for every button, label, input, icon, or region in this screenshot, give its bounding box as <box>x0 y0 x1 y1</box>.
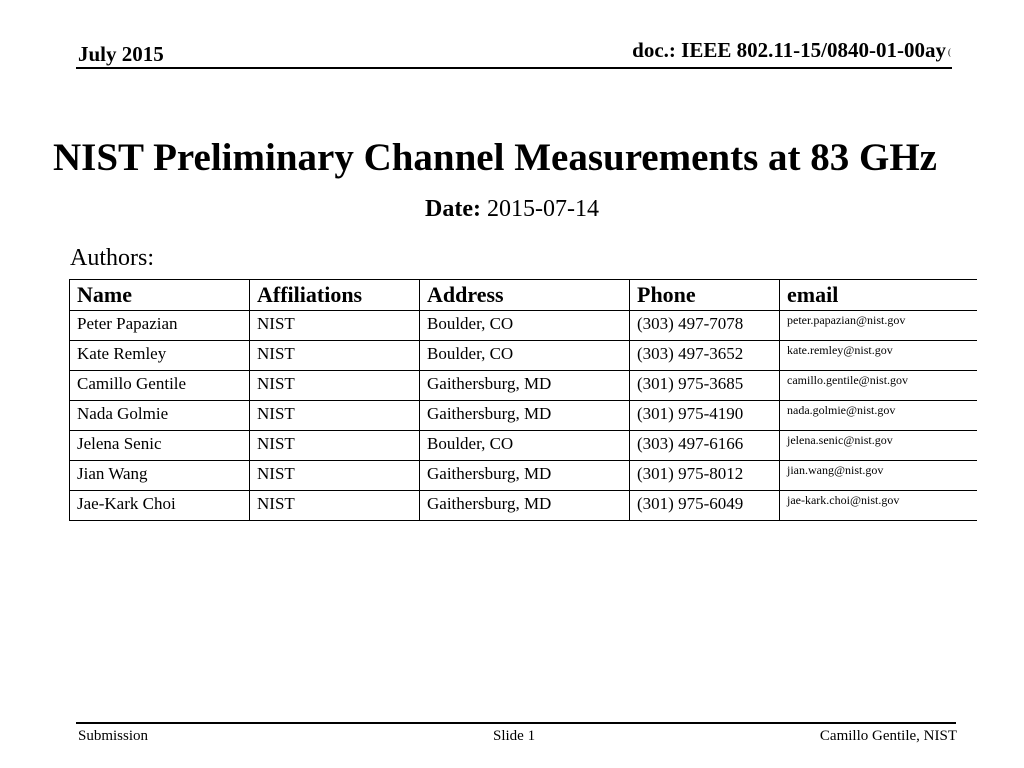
table-row <box>70 371 977 401</box>
cell-name: Jian Wang <box>70 461 250 491</box>
column-header-email: email <box>780 280 977 311</box>
doc-id-suffix: ( <box>948 47 951 58</box>
date-value: 2015-07-14 <box>486 196 599 222</box>
cell-email: jian.wang@nist.gov <box>780 461 977 491</box>
cell-address: Gaithersburg, MD <box>420 401 630 431</box>
cell-affiliation: NIST <box>250 431 420 461</box>
header-divider <box>76 67 952 69</box>
column-header-affiliations: Affiliations <box>250 280 420 311</box>
table-row <box>70 461 977 491</box>
cell-name: Jelena Senic <box>70 431 250 461</box>
cell-phone: (301) 975-3685 <box>630 371 780 401</box>
cell-phone: (301) 975-6049 <box>630 491 780 521</box>
cell-affiliation: NIST <box>250 371 420 401</box>
cell-address: Boulder, CO <box>420 341 630 371</box>
footer-submission: Submission <box>78 728 149 744</box>
table-row <box>70 311 977 341</box>
table-row <box>70 341 977 371</box>
table-row <box>70 401 977 431</box>
slide-title: NIST Preliminary Channel Measurements at 83 GHz <box>53 136 937 179</box>
date-line <box>0 196 1024 223</box>
column-header-address: Address <box>420 280 630 311</box>
cell-email: kate.remley@nist.gov <box>780 341 977 371</box>
cell-email: nada.golmie@nist.gov <box>780 401 977 431</box>
cell-phone: (301) 975-4190 <box>630 401 780 431</box>
cell-address: Gaithersburg, MD <box>420 491 630 521</box>
table-row <box>70 431 977 461</box>
cell-name: Peter Papazian <box>70 311 250 341</box>
cell-phone: (303) 497-3652 <box>630 341 780 371</box>
footer-author: Camillo Gentile, NIST <box>819 728 957 744</box>
cell-address: Boulder, CO <box>420 311 630 341</box>
cell-affiliation: NIST <box>250 311 420 341</box>
table-row <box>70 491 977 521</box>
cell-phone: (301) 975-8012 <box>630 461 780 491</box>
cell-name: Camillo Gentile <box>70 371 250 401</box>
column-header-name: Name <box>70 280 250 311</box>
cell-affiliation: NIST <box>250 341 420 371</box>
cell-address: Gaithersburg, MD <box>420 461 630 491</box>
footer-slide-number: Slide 1 <box>493 728 536 744</box>
cell-address: Boulder, CO <box>420 431 630 461</box>
column-header-phone: Phone <box>630 280 780 311</box>
doc-id-text: doc.: IEEE 802.11-15/0840-01-00ay <box>632 38 946 62</box>
cell-email: jae-kark.choi@nist.gov <box>780 491 977 521</box>
cell-name: Nada Golmie <box>70 401 250 431</box>
date-label: Date: <box>425 196 481 222</box>
cell-address: Gaithersburg, MD <box>420 371 630 401</box>
header-doc-id <box>632 38 951 63</box>
cell-name: Jae-Kark Choi <box>70 491 250 521</box>
cell-email: camillo.gentile@nist.gov <box>780 371 977 401</box>
table-header-row <box>70 280 977 311</box>
cell-email: jelena.senic@nist.gov <box>780 431 977 461</box>
authors-table <box>69 279 977 521</box>
cell-phone: (303) 497-7078 <box>630 311 780 341</box>
authors-label: Authors: <box>70 245 154 271</box>
header-date: July 2015 <box>78 42 164 66</box>
cell-phone: (303) 497-6166 <box>630 431 780 461</box>
cell-affiliation: NIST <box>250 491 420 521</box>
cell-affiliation: NIST <box>250 401 420 431</box>
cell-name: Kate Remley <box>70 341 250 371</box>
footer-divider <box>76 722 956 724</box>
cell-affiliation: NIST <box>250 461 420 491</box>
cell-email: peter.papazian@nist.gov <box>780 311 977 341</box>
